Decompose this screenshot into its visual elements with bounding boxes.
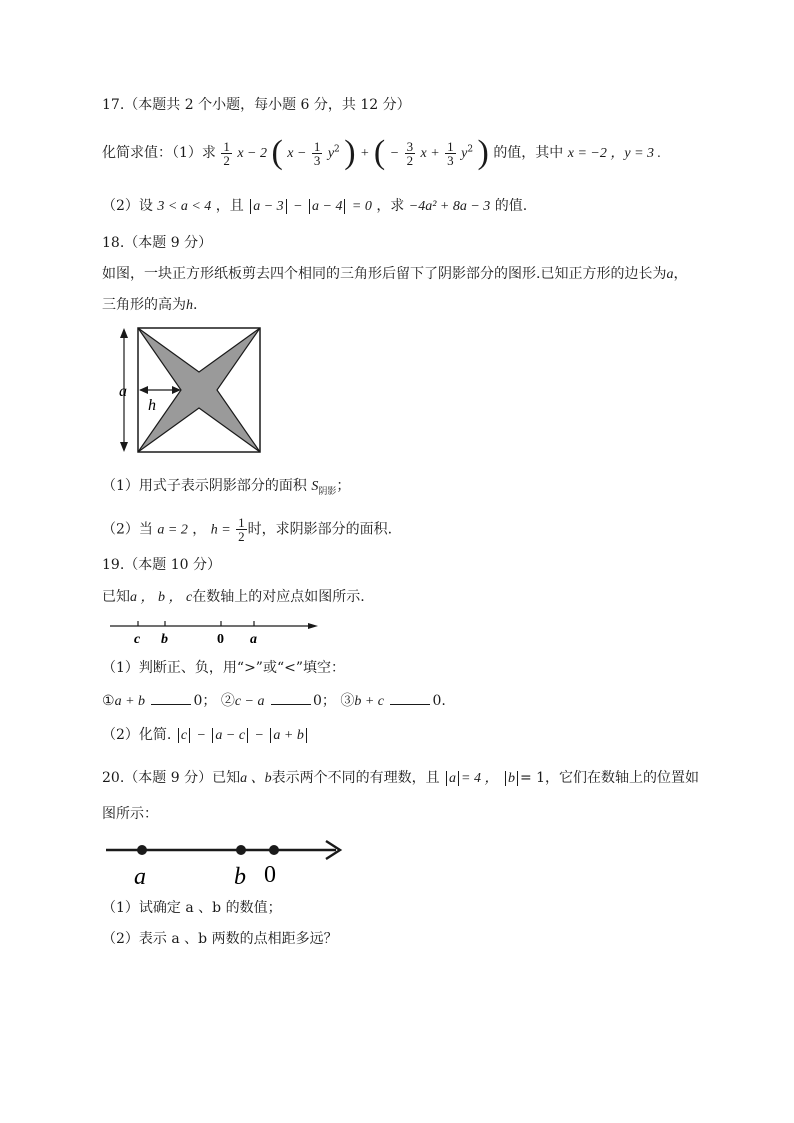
answer-blank-3[interactable] xyxy=(390,690,430,705)
axis-label-0: 0 xyxy=(264,862,276,888)
text: ， xyxy=(192,521,207,538)
axis-label-b: b xyxy=(161,632,168,647)
q17-p2-prefix: （2）设 xyxy=(102,198,153,214)
abs-expr: c xyxy=(178,728,190,743)
abs-expr: a + b xyxy=(270,728,306,743)
math-expr: b + c xyxy=(354,694,385,709)
axis-label-b: b xyxy=(234,864,246,890)
q20-line1 xyxy=(102,768,699,789)
math-op: − xyxy=(254,728,264,743)
math-vars: a 、b xyxy=(240,771,272,786)
text: 0. xyxy=(432,693,446,709)
q17-part1: 化简求值：（1）求 $\frac{1}{2}$ x − 2 ( x − $\frac{1}{3}$ $y^2$ ) + ( − $\frac{3}{2}$ x + $\frac{1}{3}$ $y^2$ ) 的值，其中 x = −2 ，y = 3 . xyxy=(102,134,662,171)
circled-2: ② xyxy=(220,693,235,709)
q18-part2 xyxy=(102,516,392,543)
q19-heading: 19.（本题 10 分） xyxy=(102,557,221,573)
q17-p1-prefix: 化简求值：（1）求 xyxy=(102,145,216,161)
label-h: h xyxy=(148,397,156,414)
text: （2）当 xyxy=(102,521,153,538)
axis-label-a: a xyxy=(134,864,146,890)
q18-desc-line1 xyxy=(102,264,687,285)
math-var: y xyxy=(461,146,468,161)
q17-heading: 17.（本题共 2 个小题，每小题 6 分，共 12 分） xyxy=(102,97,411,113)
math-var: h xyxy=(186,298,193,313)
text: 的值. xyxy=(494,198,528,214)
text: ，且 xyxy=(215,198,244,214)
q18-desc-line2 xyxy=(102,295,197,316)
q17-part2 xyxy=(102,196,527,217)
text: 在数轴上的对应点如图所示. xyxy=(192,589,365,605)
text: = 1，它们在数轴上的位置如 xyxy=(519,770,700,786)
abs-expr: a − c xyxy=(212,728,248,743)
math-expr: c − a xyxy=(234,694,265,709)
q19-desc xyxy=(102,587,365,608)
q18-part1 xyxy=(102,476,350,502)
math-expr: −4a² + 8a − 3 xyxy=(408,199,491,214)
text: 0； xyxy=(193,693,217,709)
q17-p1-suffix: 的值，其中 xyxy=(493,145,564,161)
text: 0； xyxy=(312,693,336,709)
math-expr: 3 < a < 4 xyxy=(157,199,212,214)
math-expr: a = 2 xyxy=(157,522,188,538)
axis-label-c: c xyxy=(134,632,141,647)
circled-1: ① xyxy=(102,693,115,709)
point-0 xyxy=(269,845,279,855)
text: 时，求阴影部分的面积. xyxy=(247,521,393,538)
text: 如图，一块正方形纸板剪去四个相同的三角形后留下了阴影部分的图形.已知正方形的边长为 xyxy=(102,266,667,282)
text: （2）化简. xyxy=(102,727,172,743)
q20-part2: （2）表示 a 、b 两数的点相距多远？ xyxy=(102,931,338,947)
fraction: $\frac{1}{3}$ xyxy=(313,138,321,168)
paren-open: ( xyxy=(373,134,386,171)
fraction: $\frac{1}{3}$ xyxy=(447,138,454,168)
math-var: y xyxy=(327,146,335,161)
point-b xyxy=(236,845,246,855)
text: ， xyxy=(673,266,688,282)
q19-part2 xyxy=(102,725,309,746)
math-expr: = 4 ， xyxy=(461,771,499,786)
paren-close: ) xyxy=(477,134,489,171)
answer-blank-1[interactable] xyxy=(151,690,191,705)
axis-label-a: a xyxy=(250,632,257,647)
math-var: a xyxy=(666,267,674,282)
paren-close: ) xyxy=(344,134,356,171)
math-expr: = 0 xyxy=(351,199,372,214)
axis-label-0: 0 xyxy=(217,632,224,647)
abs-expr: a − 3 xyxy=(250,199,286,214)
math-expr: a + b xyxy=(114,694,146,709)
math-vars: a ， b ， c xyxy=(130,590,193,605)
q19-fills xyxy=(102,690,446,712)
fraction: $\frac{1}{2}$ xyxy=(223,138,230,168)
math-expr: h = xyxy=(210,522,231,538)
fraction: $\frac{1}{2}$ xyxy=(238,515,245,544)
point-a xyxy=(137,845,147,855)
math-condition: x = −2 ，y = 3 . xyxy=(567,146,662,161)
text: （1）用式子表示阴影部分的面积 xyxy=(102,478,307,494)
circled-3: ③ xyxy=(340,693,355,709)
text: ； xyxy=(336,478,351,494)
math-op: − xyxy=(293,199,303,214)
subscript: 阴影 xyxy=(318,487,337,497)
math-op: − xyxy=(196,728,206,743)
arrow-head xyxy=(308,623,318,629)
text: 表示两个不同的有理数，且 xyxy=(271,770,440,786)
text: 已知 xyxy=(102,589,130,605)
q20-line2: 图所示： xyxy=(102,806,158,822)
text: ，求 xyxy=(376,198,405,214)
answer-blank-2[interactable] xyxy=(271,690,311,705)
abs-expr: b xyxy=(505,771,518,786)
abs-expr: a xyxy=(446,771,459,786)
fraction: $\frac{3}{2}$ xyxy=(406,138,414,168)
math-op: − xyxy=(389,146,400,161)
q20-part1: （1）试确定 a 、b 的数值； xyxy=(102,900,282,916)
number-line-1 xyxy=(108,618,328,648)
math-expr: x − 2 xyxy=(237,146,267,161)
q19-part1: （1）判断正、负，用“>”或“<”填空： xyxy=(102,660,345,676)
text: . xyxy=(193,297,198,313)
q20-heading: 20.（本题 9 分）已知 xyxy=(102,770,241,786)
label-a: a xyxy=(119,383,127,400)
math-op: + xyxy=(360,146,370,161)
math-expr: x + xyxy=(420,146,440,161)
square-star-figure xyxy=(108,326,268,456)
number-line-2 xyxy=(104,836,354,890)
abs-expr: a − 4 xyxy=(309,199,345,214)
math-expr: x − xyxy=(287,146,307,161)
text: 三角形的高为 xyxy=(102,297,186,313)
q18-heading: 18.（本题 9 分） xyxy=(102,235,213,251)
math-var: S xyxy=(311,479,319,494)
paren-open: ( xyxy=(271,134,283,171)
